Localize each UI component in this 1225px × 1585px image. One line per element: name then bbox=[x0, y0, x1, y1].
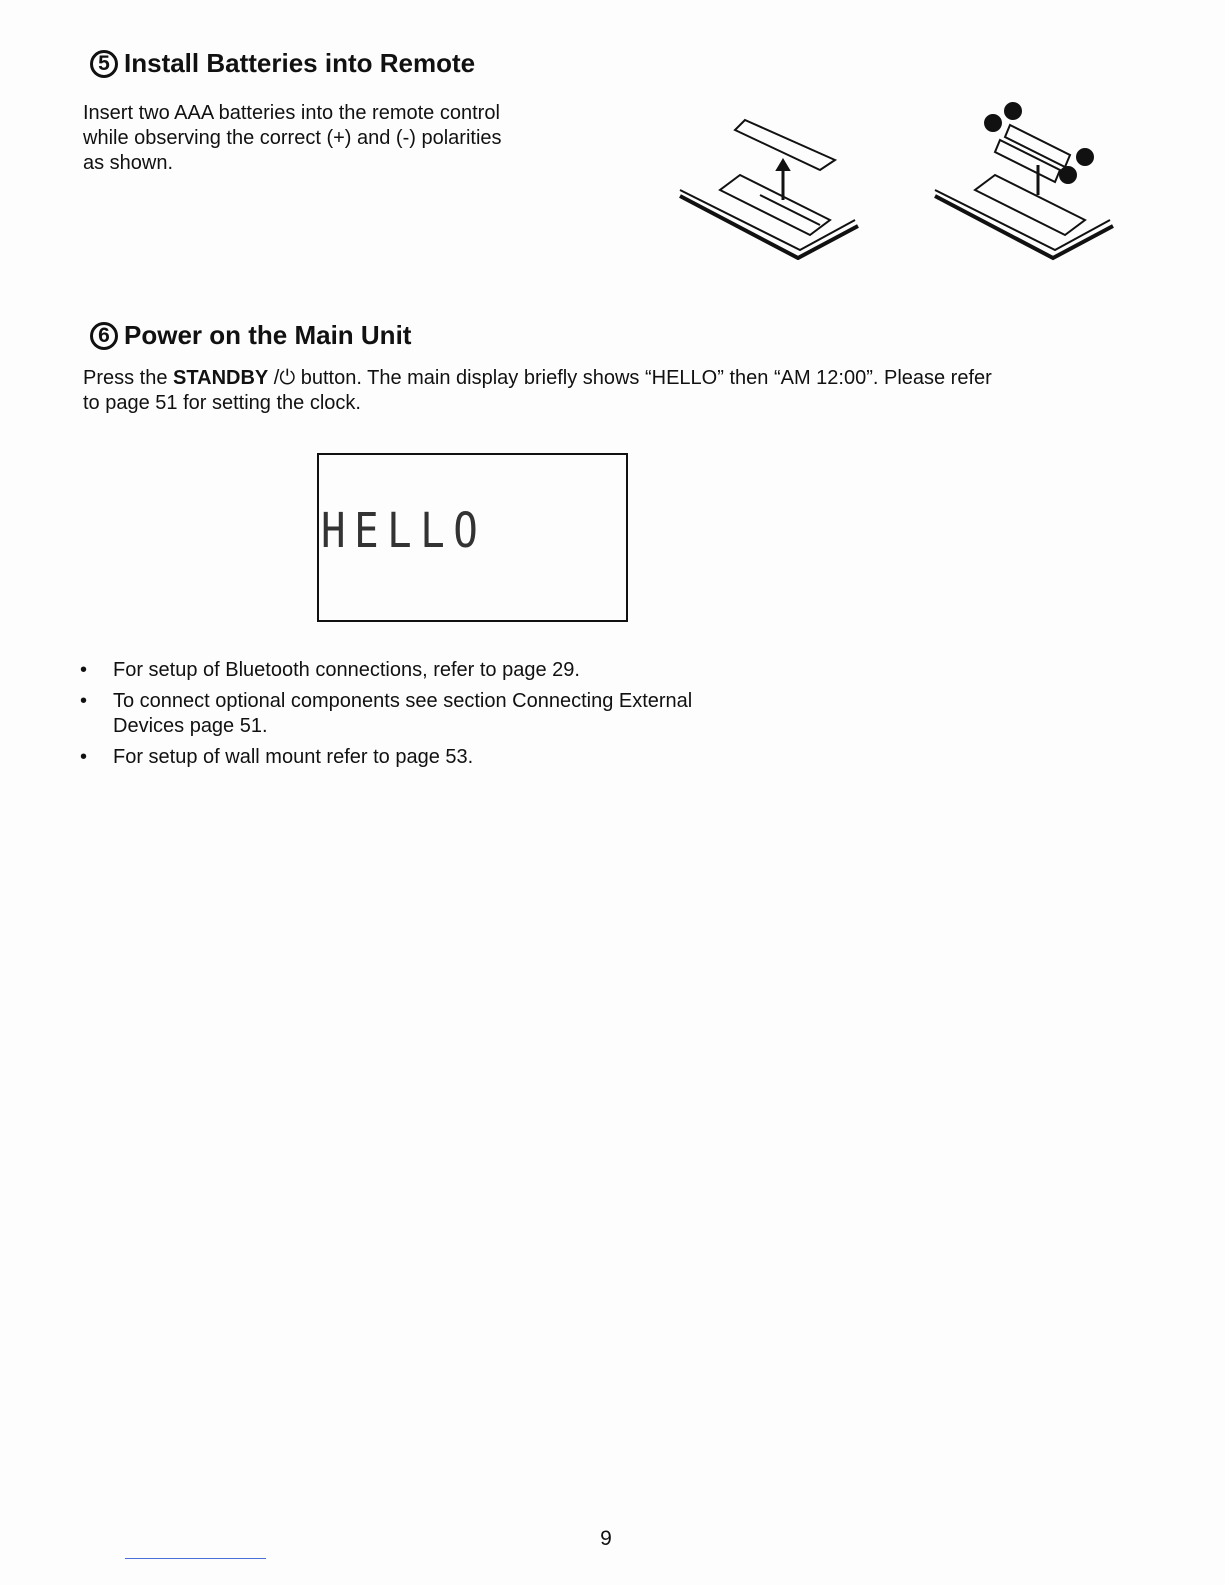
text-line: as shown. bbox=[83, 152, 174, 174]
text-line: while observing the correct (+) and (-) polarities bbox=[83, 127, 502, 149]
text-line: Insert two AAA batteries into the remote control bbox=[83, 102, 500, 124]
step-number: 6 bbox=[90, 322, 118, 350]
section-6-text bbox=[83, 366, 1143, 416]
section-5-heading bbox=[90, 48, 475, 79]
list-item: • For setup of Bluetooth connections, refer to page 29. bbox=[80, 658, 780, 683]
standby-label: STANDBY bbox=[173, 367, 269, 389]
section-title: Install Batteries into Remote bbox=[124, 48, 476, 78]
text-line bbox=[83, 366, 1143, 391]
page-number: 9 bbox=[600, 1527, 612, 1550]
list-item: • To connect optional components see section Connecting External Devices page 51. bbox=[80, 689, 753, 739]
text: Press the bbox=[83, 367, 174, 389]
notes-list bbox=[80, 658, 780, 776]
section-title: Power on the Main Unit bbox=[124, 320, 412, 350]
section-6-heading bbox=[90, 320, 411, 351]
insert-batteries-illustration bbox=[925, 95, 1125, 265]
text: / bbox=[268, 367, 280, 389]
step-number: 5 bbox=[90, 50, 118, 78]
remove-cover-illustration bbox=[670, 110, 870, 260]
power-icon: ⏻ bbox=[279, 367, 296, 389]
list-item: • For setup of wall mount refer to page 53. bbox=[80, 745, 780, 770]
section-5-text bbox=[83, 101, 502, 176]
lcd-text: HELLO bbox=[321, 503, 487, 559]
lcd-display-illustration bbox=[317, 453, 628, 622]
text-line: to page 51 for setting the clock. bbox=[83, 392, 361, 414]
divider bbox=[125, 1558, 266, 1559]
text: button. The main display briefly shows “HELLO” then “AM 12:00”. Please refer bbox=[295, 367, 992, 389]
